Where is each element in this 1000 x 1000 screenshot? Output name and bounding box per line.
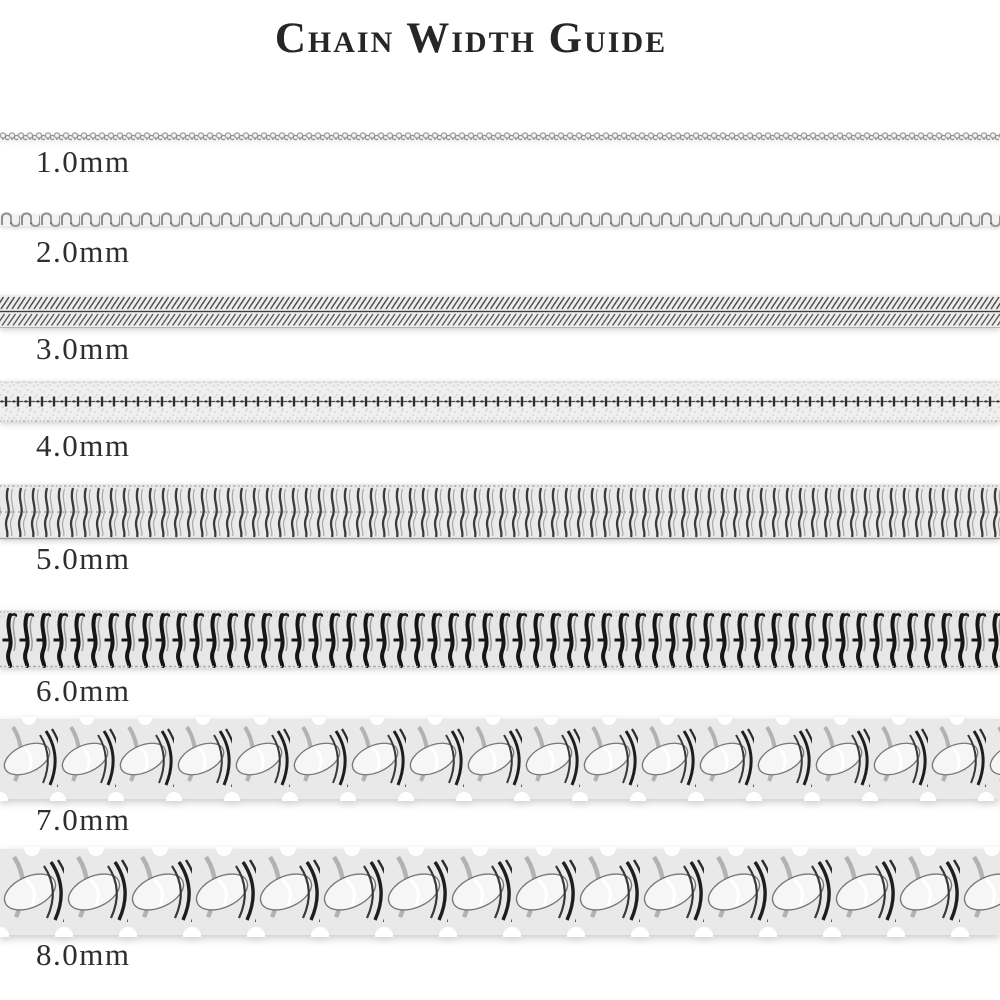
size-label-3mm: 3.0mm	[36, 331, 131, 366]
size-label-5mm: 5.0mm	[36, 541, 131, 576]
chain-image-1mm-box	[0, 130, 1000, 143]
chain-image-2mm-box	[0, 210, 1000, 229]
size-label-6mm: 6.0mm	[36, 673, 131, 708]
chain-image-7mm-rope	[0, 717, 1000, 801]
size-label-2mm: 2.0mm	[36, 234, 131, 269]
size-label-7mm: 7.0mm	[36, 802, 131, 837]
chain-image-3mm-snake	[0, 294, 1000, 329]
chain-image-5mm-snake	[0, 482, 1000, 541]
size-label-1mm: 1.0mm	[36, 144, 131, 179]
chain-image-6mm-snake	[0, 607, 1000, 671]
size-label-4mm: 4.0mm	[36, 428, 131, 463]
chain-image-8mm-rope	[0, 847, 1000, 937]
size-label-8mm: 8.0mm	[36, 937, 131, 972]
page-title: Chain Width Guide	[274, 15, 668, 62]
chain-image-4mm-snake	[0, 380, 1000, 423]
